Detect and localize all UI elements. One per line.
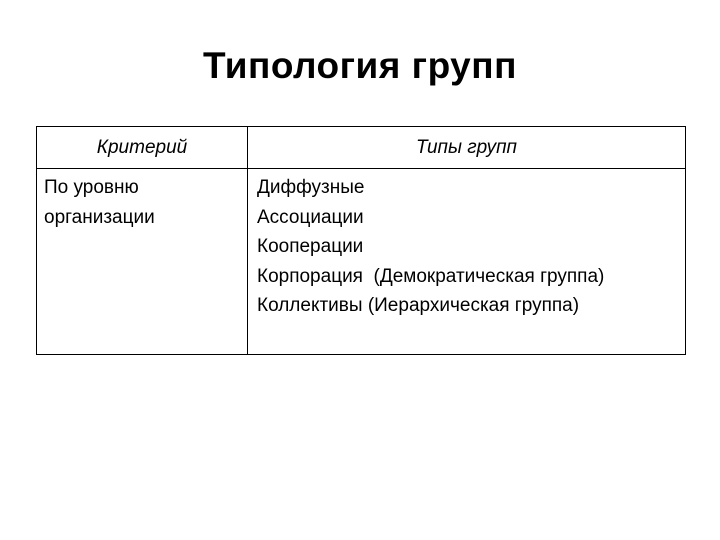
typology-table — [36, 126, 686, 355]
criterion-cell — [37, 169, 248, 355]
table-header-row — [37, 127, 686, 169]
group-type-item: Кооперации — [257, 236, 364, 257]
group-type-item: Коллективы (Иерархическая группа) — [257, 295, 580, 316]
slide-title: Типология групп — [203, 45, 517, 86]
header-group-types: Типы групп — [248, 127, 686, 169]
header-criterion: Критерий — [37, 127, 248, 169]
group-type-item: Корпорация (Демократическая группа) — [257, 265, 605, 287]
criterion-text: По уровню организации — [44, 177, 155, 228]
group-type-item: Диффузные — [257, 177, 365, 198]
group-type-item: Ассоциации — [257, 206, 364, 228]
group-types-cell — [248, 169, 686, 355]
table-row — [37, 169, 686, 355]
